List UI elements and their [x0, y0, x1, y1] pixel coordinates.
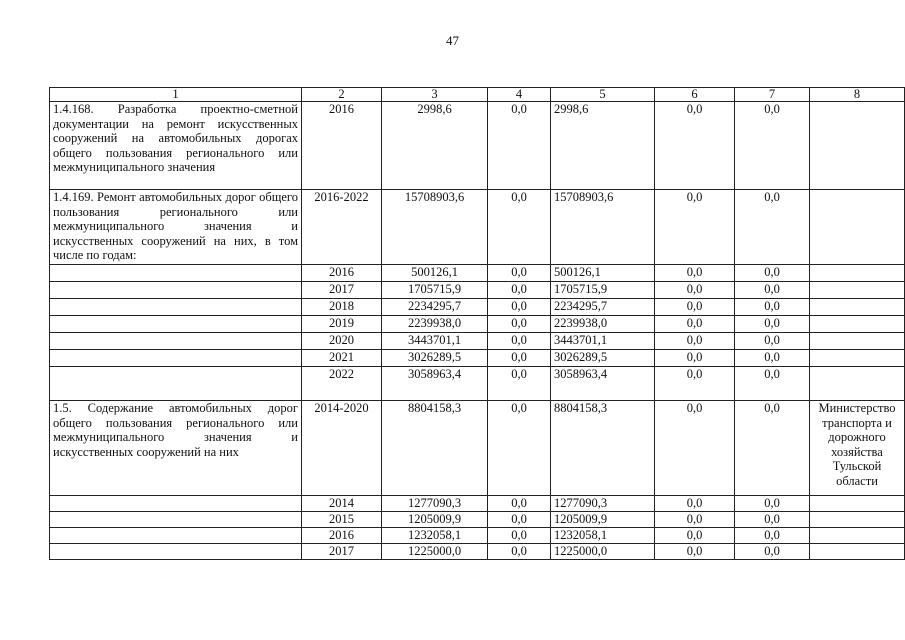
- description-cell: 1.4.169. Ремонт автомобильных дорог общего пользования регионального или межмуниципального значения и искусственных сооружений на них, в том числе по годам:: [50, 190, 302, 265]
- table-row: [50, 316, 905, 333]
- table-row: [50, 282, 905, 299]
- responsible-cell: [810, 265, 905, 282]
- value-cell: 0,0: [735, 102, 810, 190]
- value-cell: 0,0: [735, 544, 810, 560]
- table-row: [50, 544, 905, 560]
- value-cell: 0,0: [735, 512, 810, 528]
- value-cell: 1225000,0: [551, 544, 655, 560]
- value-cell: 0,0: [488, 282, 551, 299]
- value-cell: 0,0: [488, 190, 551, 265]
- description-cell: 1.4.168. Разработка проектно-сметной документации на ремонт искусственных сооружений на автомобильных дорогах общего пользования регионального или межмуниципального значения: [50, 102, 302, 190]
- responsible-cell: [810, 102, 905, 190]
- period-cell: 2016: [302, 265, 382, 282]
- responsible-cell: [810, 350, 905, 367]
- period-cell: 2016: [302, 528, 382, 544]
- total-cell: 1232058,1: [382, 528, 488, 544]
- value-cell: 2998,6: [551, 102, 655, 190]
- description-cell: [50, 496, 302, 512]
- value-cell: 0,0: [735, 299, 810, 316]
- responsible-cell: [810, 512, 905, 528]
- page-number: 47: [446, 33, 459, 48]
- period-cell: 2014-2020: [302, 401, 382, 496]
- value-cell: 1705715,9: [551, 282, 655, 299]
- value-cell: 2234295,7: [551, 299, 655, 316]
- value-cell: 0,0: [655, 544, 735, 560]
- value-cell: 0,0: [735, 190, 810, 265]
- value-cell: 0,0: [655, 401, 735, 496]
- description-cell: 1.5. Содержание автомобильных дорог общего пользования регионального или межмуниципального значения и искусственных сооружений на них: [50, 401, 302, 496]
- header-cell: 6: [655, 88, 735, 102]
- value-cell: 0,0: [735, 401, 810, 496]
- table-row: [50, 102, 905, 190]
- period-cell: 2016-2022: [302, 190, 382, 265]
- period-cell: 2015: [302, 512, 382, 528]
- responsible-cell: [810, 190, 905, 265]
- description-cell: [50, 512, 302, 528]
- value-cell: 0,0: [735, 496, 810, 512]
- responsible-cell: [810, 496, 905, 512]
- value-cell: 8804158,3: [551, 401, 655, 496]
- value-cell: 3443701,1: [551, 333, 655, 350]
- header-cell: 3: [382, 88, 488, 102]
- value-cell: 0,0: [655, 496, 735, 512]
- table-row: [50, 299, 905, 316]
- responsible-cell: [810, 282, 905, 299]
- value-cell: 3058963,4: [551, 367, 655, 401]
- total-cell: 2998,6: [382, 102, 488, 190]
- responsible-cell: Министерство транспорта и дорожного хозяйства Тульской области: [810, 401, 905, 496]
- value-cell: 0,0: [488, 316, 551, 333]
- value-cell: 0,0: [488, 102, 551, 190]
- table-row: [50, 367, 905, 401]
- value-cell: 0,0: [488, 333, 551, 350]
- value-cell: 0,0: [735, 265, 810, 282]
- responsible-cell: [810, 367, 905, 401]
- description-cell: [50, 282, 302, 299]
- responsible-cell: [810, 528, 905, 544]
- total-cell: 1277090,3: [382, 496, 488, 512]
- value-cell: 0,0: [655, 265, 735, 282]
- value-cell: 0,0: [735, 333, 810, 350]
- value-cell: 1205009,9: [551, 512, 655, 528]
- header-cell: 7: [735, 88, 810, 102]
- table-row: [50, 333, 905, 350]
- value-cell: 0,0: [655, 512, 735, 528]
- value-cell: 0,0: [488, 265, 551, 282]
- value-cell: 0,0: [488, 299, 551, 316]
- value-cell: 0,0: [655, 350, 735, 367]
- responsible-cell: [810, 316, 905, 333]
- value-cell: 2239938,0: [551, 316, 655, 333]
- header-cell: 5: [551, 88, 655, 102]
- total-cell: 1705715,9: [382, 282, 488, 299]
- value-cell: 1277090,3: [551, 496, 655, 512]
- value-cell: 0,0: [735, 350, 810, 367]
- description-cell: [50, 265, 302, 282]
- total-cell: 1205009,9: [382, 512, 488, 528]
- description-cell: [50, 316, 302, 333]
- period-cell: 2020: [302, 333, 382, 350]
- value-cell: 0,0: [655, 316, 735, 333]
- total-cell: 2239938,0: [382, 316, 488, 333]
- responsible-cell: [810, 333, 905, 350]
- header-cell: 8: [810, 88, 905, 102]
- table-row: [50, 401, 905, 496]
- value-cell: 3026289,5: [551, 350, 655, 367]
- description-cell: [50, 367, 302, 401]
- table-row: [50, 496, 905, 512]
- description-cell: [50, 544, 302, 560]
- total-cell: 3026289,5: [382, 350, 488, 367]
- header-cell: 2: [302, 88, 382, 102]
- period-cell: 2018: [302, 299, 382, 316]
- value-cell: 1232058,1: [551, 528, 655, 544]
- responsible-cell: [810, 299, 905, 316]
- value-cell: 0,0: [655, 299, 735, 316]
- value-cell: 0,0: [735, 367, 810, 401]
- value-cell: 500126,1: [551, 265, 655, 282]
- value-cell: 0,0: [735, 282, 810, 299]
- table-row: [50, 190, 905, 265]
- value-cell: 0,0: [488, 496, 551, 512]
- value-cell: 0,0: [488, 350, 551, 367]
- value-cell: 0,0: [488, 401, 551, 496]
- value-cell: 0,0: [488, 512, 551, 528]
- total-cell: 15708903,6: [382, 190, 488, 265]
- value-cell: 0,0: [655, 102, 735, 190]
- table-row: [50, 528, 905, 544]
- value-cell: 0,0: [655, 333, 735, 350]
- value-cell: 0,0: [655, 367, 735, 401]
- period-cell: 2019: [302, 316, 382, 333]
- period-cell: 2016: [302, 102, 382, 190]
- header-cell: 1: [50, 88, 302, 102]
- header-row: [50, 88, 905, 102]
- period-cell: 2017: [302, 282, 382, 299]
- total-cell: 2234295,7: [382, 299, 488, 316]
- table-row: [50, 350, 905, 367]
- period-cell: 2017: [302, 544, 382, 560]
- table-row: [50, 265, 905, 282]
- value-cell: 15708903,6: [551, 190, 655, 265]
- period-cell: 2014: [302, 496, 382, 512]
- value-cell: 0,0: [655, 528, 735, 544]
- description-cell: [50, 350, 302, 367]
- description-cell: [50, 528, 302, 544]
- value-cell: 0,0: [488, 528, 551, 544]
- total-cell: 8804158,3: [382, 401, 488, 496]
- header-cell: 4: [488, 88, 551, 102]
- budget-table: [49, 87, 905, 560]
- total-cell: 3058963,4: [382, 367, 488, 401]
- table-row: [50, 512, 905, 528]
- responsible-cell: [810, 544, 905, 560]
- period-cell: 2022: [302, 367, 382, 401]
- value-cell: 0,0: [735, 528, 810, 544]
- total-cell: 3443701,1: [382, 333, 488, 350]
- total-cell: 1225000,0: [382, 544, 488, 560]
- value-cell: 0,0: [488, 367, 551, 401]
- value-cell: 0,0: [735, 316, 810, 333]
- value-cell: 0,0: [655, 282, 735, 299]
- total-cell: 500126,1: [382, 265, 488, 282]
- value-cell: 0,0: [655, 190, 735, 265]
- description-cell: [50, 333, 302, 350]
- value-cell: 0,0: [488, 544, 551, 560]
- period-cell: 2021: [302, 350, 382, 367]
- description-cell: [50, 299, 302, 316]
